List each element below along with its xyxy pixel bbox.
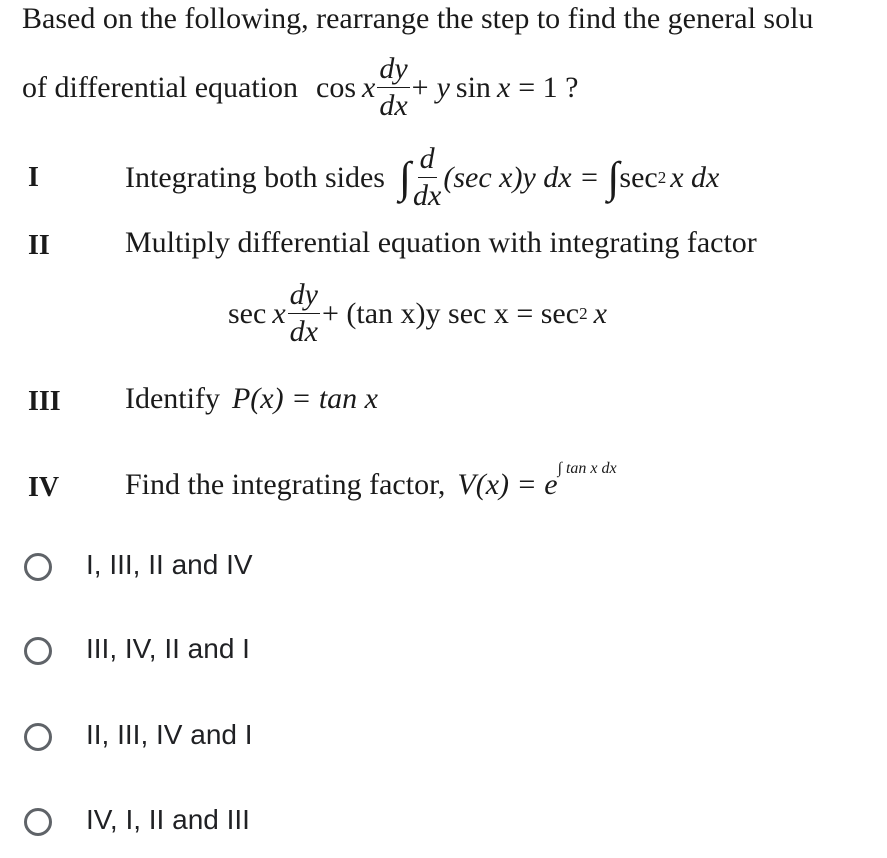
eq-x2: x: [496, 70, 511, 104]
eq-y: y: [436, 70, 450, 104]
step-ii-tail: x: [593, 296, 607, 330]
step-ii-exponent: 2: [579, 303, 588, 323]
step-i-numerator: d: [418, 144, 437, 178]
eq-denominator: dx: [379, 89, 408, 122]
step-i-mid: (sec x)y dx =: [443, 160, 600, 194]
step-numeral-iv: IV: [28, 472, 60, 503]
step-i-tail: x dx: [670, 160, 720, 194]
option-1-label[interactable]: I, III, II and IV: [86, 549, 253, 580]
step-ii-text: Multiply differential equation with integrating factor: [125, 226, 757, 259]
integral-icon: ∫: [398, 153, 412, 202]
step-iv-exponent: ∫ tan x dx: [557, 460, 617, 477]
step-ii-equation: [228, 280, 607, 347]
step-ii-fraction: [288, 280, 320, 347]
step-i-exponent: 2: [657, 167, 667, 187]
step-ii-numerator: dy: [288, 280, 320, 314]
question-line-1: Based on the following, rearrange the step to find the general solu: [22, 2, 814, 35]
option-3-label[interactable]: II, III, IV and I: [86, 719, 253, 750]
option-2-label[interactable]: III, IV, II and I: [86, 633, 250, 664]
radio-button-option-2[interactable]: [24, 637, 52, 665]
step-iii-math: P(x) = tan x: [231, 382, 378, 415]
radio-button-option-1[interactable]: [24, 553, 52, 581]
step-iii-text: Identify: [125, 382, 220, 415]
eq-plus: +: [411, 70, 429, 104]
step-iii: [125, 382, 378, 416]
step-numeral-ii: II: [28, 230, 50, 261]
question-line-2: [22, 54, 579, 121]
step-i-fraction: [413, 144, 441, 211]
eq-x: x: [362, 70, 376, 104]
step-ii-denominator: dx: [289, 315, 318, 348]
question-prefix: of differential equation: [22, 70, 299, 104]
option-4-label[interactable]: IV, I, II and III: [86, 804, 250, 835]
step-iv: [125, 460, 617, 502]
eq-fraction: [377, 54, 409, 121]
step-numeral-iii: III: [28, 386, 61, 417]
step-iv-text: Find the integrating factor,: [125, 468, 446, 501]
step-numeral-i: I: [28, 162, 39, 193]
step-ii-sec: sec: [228, 296, 267, 330]
step-i-denominator: dx: [413, 179, 442, 212]
eq-cos: cos: [316, 70, 357, 104]
step-ii-x: x: [272, 296, 286, 330]
step-ii-mid: + (tan x)y sec x = sec: [321, 296, 580, 330]
eq-numerator: dy: [377, 54, 409, 88]
integral-icon: ∫: [607, 153, 620, 202]
radio-button-option-3[interactable]: [24, 723, 52, 751]
step-i-text: Integrating both sides: [125, 160, 385, 194]
step-iv-math: V(x) = e: [457, 468, 558, 501]
radio-button-option-4[interactable]: [24, 808, 52, 836]
step-i: [125, 144, 719, 211]
step-i-sec: sec: [619, 160, 658, 194]
eq-equals: = 1 ?: [518, 70, 579, 104]
eq-sin: sin: [455, 70, 491, 104]
